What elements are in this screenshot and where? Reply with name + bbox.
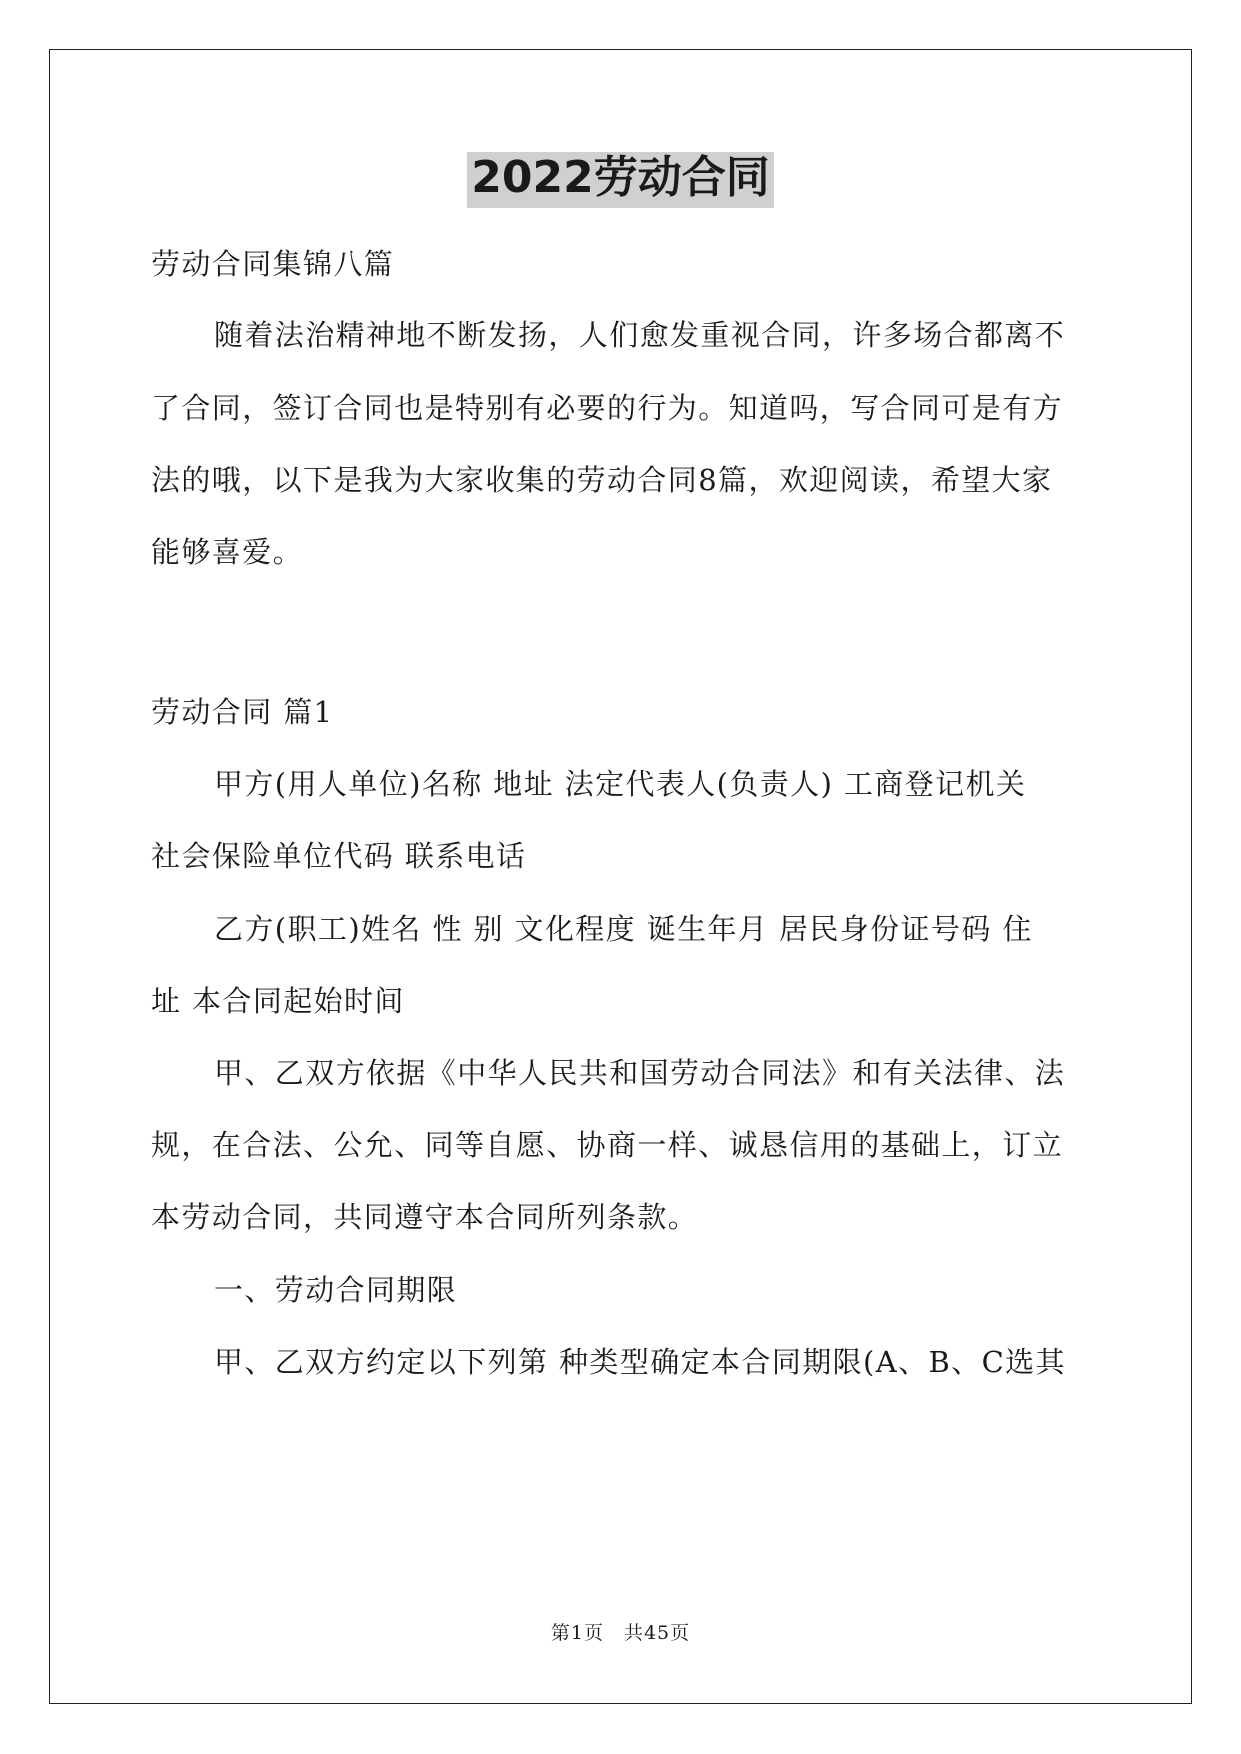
clause-text-line: 甲、乙双方约定以下列第 种类型确定本合同期限(A、B、C选其 <box>214 1345 1066 1379</box>
intro-line: 随着法治精神地不断发扬，人们愈发重视合同，许多场合都离不 <box>214 318 1066 352</box>
document-title: 2022劳动合同 <box>0 152 1241 208</box>
clause-heading: 一、劳动合同期限 <box>214 1273 458 1307</box>
page-footer: 第1页 共45页 <box>550 1622 691 1644</box>
party-a-line: 社会保险单位代码 联系电话 <box>151 839 527 873</box>
agreement-line: 本劳动合同，共同遵守本合同所列条款。 <box>151 1200 699 1234</box>
party-b-line: 乙方(职工)姓名 性 别 文化程度 诞生年月 居民身份证号码 住 <box>214 912 1033 946</box>
page-frame <box>49 49 1192 1704</box>
party-b-line: 址 本合同起始时间 <box>151 984 405 1018</box>
section-heading: 劳动合同 篇1 <box>151 695 334 729</box>
agreement-line: 规，在合法、公允、同等自愿、协商一样、诚恳信用的基础上，订立 <box>151 1128 1064 1162</box>
intro-line: 能够喜爱。 <box>151 535 304 569</box>
agreement-line: 甲、乙双方依据《中华人民共和国劳动合同法》和有关法律、法 <box>214 1056 1066 1090</box>
party-a-line: 甲方(用人单位)名称 地址 法定代表人(负责人) 工商登记机关 <box>214 767 1027 801</box>
subtitle: 劳动合同集锦八篇 <box>151 247 395 281</box>
intro-line: 法的哦，以下是我为大家收集的劳动合同8篇，欢迎阅读，希望大家 <box>151 463 1053 497</box>
intro-line: 了合同，签订合同也是特别有必要的行为。知道吗，写合同可是有方 <box>151 391 1064 425</box>
